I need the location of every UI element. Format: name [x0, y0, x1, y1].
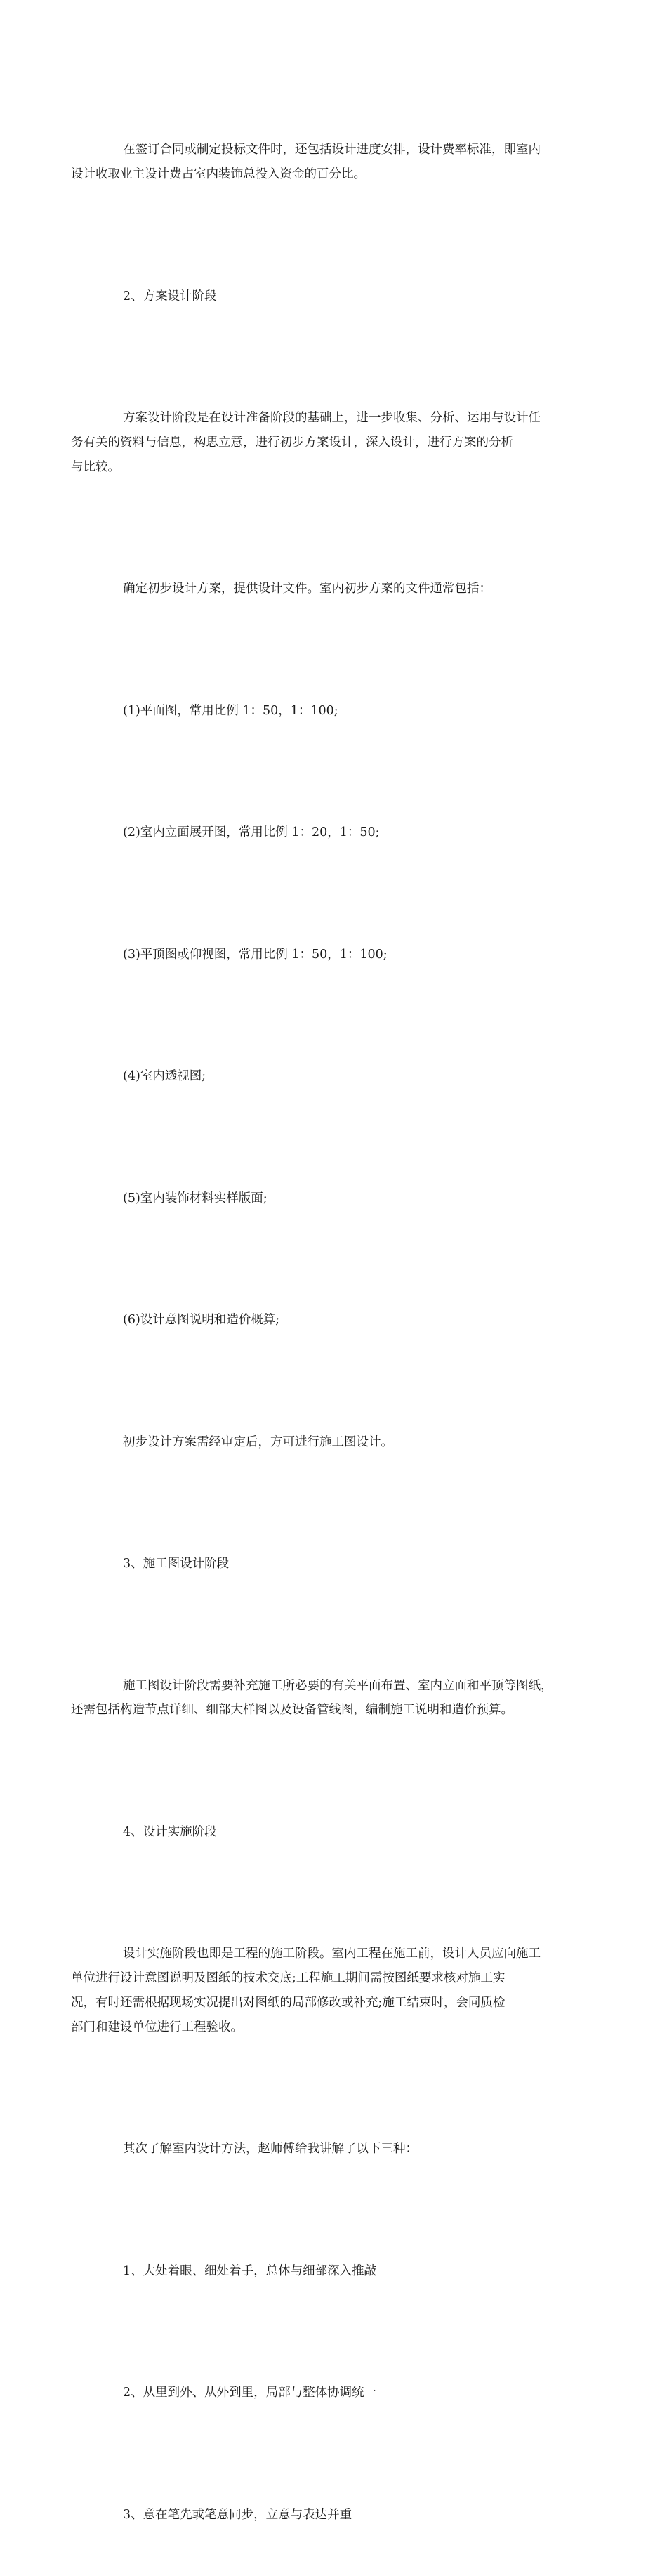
heading-construction-drawing	[97, 1503, 569, 1626]
text-line: 确定初步设计方案，提供设计文件。室内初步方案的文件通常包括：	[123, 582, 491, 596]
text-line: 施工图设计阶段需要补充施工所必要的有关平面布置、室内立面和平顶等图纸，	[123, 1678, 553, 1693]
heading-text: 4、设计实施阶段	[123, 1824, 217, 1839]
paragraph-contract	[71, 89, 569, 235]
text-line: 设计实施阶段也即是工程的施工阶段。室内工程在施工前，设计人员应向施工	[123, 1947, 541, 1961]
text-line: (4)室内透视图;	[123, 1069, 206, 1084]
paragraph-construction-drawing	[71, 1625, 569, 1771]
text-line: 部门和建设单位进行工程验收。	[71, 2020, 243, 2034]
text-line: 3、意在笔先或笔意同步，立意与表达并重	[123, 2507, 352, 2522]
paragraph-implementation	[71, 1893, 569, 2088]
paragraph-design-methods	[97, 2088, 569, 2211]
list-item-ceiling-plan	[97, 894, 569, 1016]
list-item-elevation	[97, 772, 569, 894]
heading-text: 2、方案设计阶段	[123, 289, 217, 303]
method-item-2	[97, 2332, 569, 2454]
text-line: (6)设计意图说明和造价概算;	[123, 1313, 280, 1328]
text-line: 设计收取业主设计费占室内装饰总投入资金的百分比。	[71, 167, 366, 182]
text-line: 在签订合同或制定投标文件时，还包括设计进度安排，设计费率标准，即室内	[123, 143, 541, 157]
paragraph-approval	[97, 1381, 569, 1503]
text-line: (1)平面图，常用比例 1：50，1：100;	[123, 703, 338, 718]
text-line: 1、大处着眼、细处着手，总体与细部深入推敲	[123, 2263, 377, 2278]
text-line: 况，有时还需根据现场实况提出对图纸的局部修改或补充;施工结束时，会同质检	[71, 1995, 506, 2010]
text-line: 与比较。	[71, 459, 120, 474]
text-line: 方案设计阶段是在设计准备阶段的基础上，进一步收集、分析、运用与设计任	[123, 411, 541, 426]
text-line: 还需包括构造节点详细、细部大样图以及设备管线图，编制施工说明和造价预算。	[71, 1703, 513, 1718]
heading-implementation	[97, 1772, 569, 1894]
text-line: (3)平顶图或仰视图，常用比例 1：50，1：100;	[123, 947, 388, 962]
text-line: (2)室内立面展开图，常用比例 1：20，1：50;	[123, 825, 380, 840]
paragraph-preliminary-docs	[97, 528, 569, 650]
method-item-3	[97, 2454, 569, 2576]
heading-text: 3、施工图设计阶段	[123, 1557, 230, 1571]
list-item-perspective	[97, 1016, 569, 1138]
list-item-floor-plan	[97, 650, 569, 772]
text-line: 其次了解室内设计方法，赵师傅给我讲解了以下三种：	[123, 2142, 418, 2157]
text-line: (5)室内装饰材料实样版面;	[123, 1191, 268, 1205]
heading-scheme-design	[97, 235, 569, 358]
text-line: 初步设计方案需经审定后，方可进行施工图设计。	[123, 1434, 393, 1449]
paragraph-scheme-design	[71, 358, 569, 528]
method-item-1	[97, 2210, 569, 2332]
list-item-design-intent	[97, 1260, 569, 1382]
text-line: 单位进行设计意图说明及图纸的技术交底;工程施工期间需按图纸要求核对施工实	[71, 1971, 506, 1986]
document-body	[71, 89, 569, 2576]
list-item-material-samples	[97, 1137, 569, 1260]
text-line: 务有关的资料与信息，构思立意，进行初步方案设计，深入设计，进行方案的分析	[71, 435, 513, 450]
text-line: 2、从里到外、从外到里，局部与整体协调统一	[123, 2386, 377, 2400]
